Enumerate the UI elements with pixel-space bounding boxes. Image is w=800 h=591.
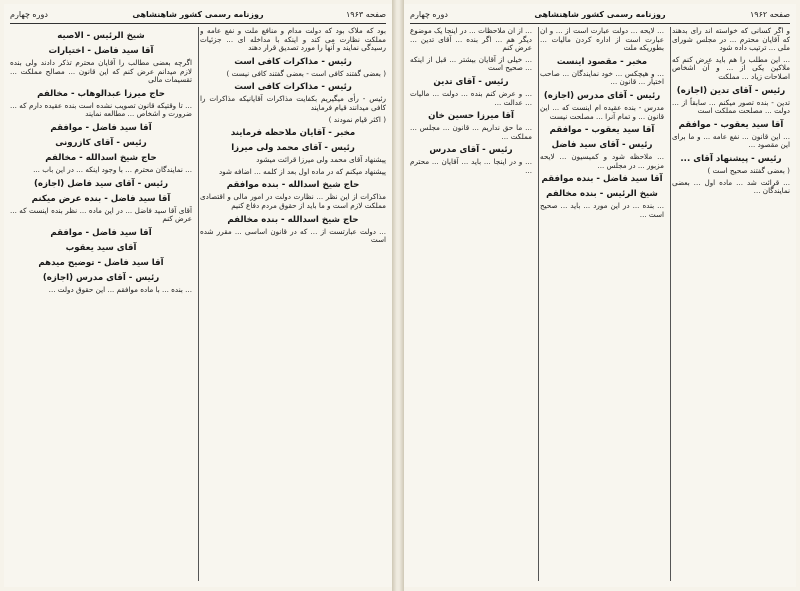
masthead-title: روزنامه رسمی کشور شاهنشاهی: [534, 10, 666, 19]
speaker-heading: آقای سید یعقوب: [65, 242, 137, 253]
article-paragraph: ... و در اینجا ... باید ... آقایان ... محترم ...: [410, 157, 532, 175]
speaker-heading: آقا میرزا حسین خان: [428, 111, 514, 122]
speaker-heading: رئیس - مذاکرات کافی است: [234, 82, 352, 93]
speaker-heading: آقا سید فاضل - موافقم: [50, 122, 152, 133]
right-page-column-2: [540, 27, 664, 583]
period-label: دوره چهارم: [410, 10, 448, 19]
right-page-column-3: [410, 27, 532, 583]
column-divider: [670, 27, 671, 581]
article-paragraph: ... ما حق نداریم ... قانون ... مجلس ... مملکت ...: [410, 123, 532, 141]
article-paragraph: ... این قانون ... نفع عامه ... و ما برای این مقصود ...: [672, 131, 790, 150]
period-label: دوره چهارم: [10, 10, 48, 19]
speaker-heading: حاج شیخ اسدالله - بنده موافقم: [226, 180, 360, 191]
speaker-heading: حاج شیخ اسدالله - بنده مخالفم: [227, 214, 359, 225]
article-paragraph: ( بعضی گفتند صحیح است ): [707, 165, 790, 175]
speaker-heading: آقا سید یعقوب - موافقم: [678, 119, 784, 130]
article-paragraph: ... این مطلب را هم باید عرض کنم که ملاکین یکی از ... و آن اشخاص اصلاحات زیاد ... مملکت: [672, 54, 790, 81]
article-paragraph: ... بنده ... در این مورد ... باید ... صحیح است ...: [540, 201, 664, 219]
page-number: صفحه ۱۹۶۳: [345, 10, 386, 19]
speaker-heading: آقا سید فاضل - بنده عرض میکنم: [31, 193, 171, 204]
speaker-heading: رئیس - مذاکرات کافی است: [234, 56, 352, 67]
article-paragraph: رئیس - رأی میگیریم بکفایت مذاکرات آقایانیکه مذاکرات را کافی میدانند قیام فرمایند: [200, 94, 386, 112]
speaker-heading: مخبر - آقایان ملاحظه فرمایند: [230, 128, 356, 139]
speaker-heading: حاج میرزا عبدالوهاب - مخالفم: [37, 88, 165, 99]
speaker-heading: رئیس - آقای تدین (اجازه): [676, 85, 786, 96]
article-paragraph: اگرچه بعضی مطالب را آقایان محترم تذکر دادند ولی بنده لازم میدانم عرض کنم که این قانون ... مصالح مملکت ... تقسیمات مالی: [10, 58, 192, 85]
left-page-column-1: [200, 27, 386, 583]
article-paragraph: ... قرائت شد ... ماده اول ... بعضی نمایندگان ...: [672, 177, 790, 196]
article-paragraph: پیشنهاد آقای محمد ولی میرزا قرائت میشود: [256, 155, 386, 165]
speaker-heading: آقا سید فاضل - موافقم: [50, 227, 152, 238]
speaker-heading: رئیس - آقای تدین: [433, 76, 509, 87]
speaker-heading: رئیس - آقای محمد ولی میرزا: [231, 143, 355, 154]
article-paragraph: ... بنده ... با ماده موافقم ... این حقوق دولت ...: [48, 284, 192, 294]
left-page: [4, 4, 392, 587]
speaker-heading: مخبر - مقصود اینست: [556, 56, 648, 67]
article-paragraph: ... دولت عبارتست از ... که در قانون اساسی ... مقرر شده است: [200, 226, 386, 245]
article-paragraph: ... تا وقتیکه قانون تصویب نشده است بنده عقیده دارم که ... ضرورت و اشخاص ... مطالعه نمایند: [10, 100, 192, 119]
speaker-heading: آقا سید فاضل - توضیح میدهم: [38, 257, 164, 268]
speaker-heading: شیخ الرئیس - الاصیه: [57, 31, 145, 41]
right-page-header: [410, 8, 790, 22]
masthead-title: روزنامه رسمی کشور شاهنشاهی: [132, 10, 264, 19]
article-paragraph: ... خیلی از آقایان بیشتر ... قبل از اینکه ... صحیح است: [410, 54, 532, 73]
speaker-heading: شیخ الرئیس - بنده مخالفم: [546, 189, 658, 200]
right-page: [404, 4, 796, 587]
speaker-heading: رئیس - آقای مدرس (اجازه): [543, 90, 661, 101]
article-paragraph: ... و هیچکس ... خود نمایندگان ... صاحب اختیار ... قانون ...: [540, 68, 664, 87]
header-rule: [10, 23, 386, 24]
article-paragraph: تدین - بنده تصور میکنم ... سابقاً از ... دولت ... مصلحت مملکت است: [672, 97, 790, 116]
column-divider: [538, 27, 539, 581]
article-paragraph: ... لایحه ... دولت عبارت است از ... و آن عبارت است از اداره کردن مالیات ... بطوریکه ملت: [540, 27, 664, 53]
article-paragraph: ... ملاحظه شود و کمیسیون ... لایحه مزبور ... در مجلس ...: [540, 152, 664, 170]
header-rule: [410, 23, 790, 24]
article-paragraph: آقای آقا سید فاضل ... در این ماده ... نظر بنده اینست که ... عرض کنم: [10, 205, 192, 224]
speaker-heading: رئیس - پیشنهاد آقای ...: [680, 153, 782, 164]
speaker-heading: رئیس - آقای کازرونی: [55, 137, 147, 148]
left-page-header: [10, 8, 386, 22]
speaker-heading: رئیس - آقای مدرس: [429, 145, 513, 156]
article-paragraph: ... از آن ملاحظات ... در اینجا یک موضوع دیگر هم ... اگر بنده ... آقای تدین ... عرض کنم: [410, 27, 532, 53]
speaker-heading: آقا سید فاضل - بنده موافقم: [541, 174, 663, 185]
speaker-heading: رئیس - آقای سید فاضل: [551, 140, 653, 151]
article-paragraph: ( اکثر قیام نمودند ): [328, 114, 386, 124]
speaker-heading: رئیس - آقای سید فاضل (اجازه): [33, 178, 169, 189]
article-paragraph: مذاکرات از این نظر ... نظارت دولت در امور مالی و اقتصادی مملکت لازم است و ما باید از حقوق مردم دفاع کنیم: [200, 192, 386, 210]
speaker-heading: آقا سید فاضل - اختیارات: [48, 46, 154, 56]
article-paragraph: ... نمایندگان محترم ... با وجود اینکه ... در این باب ...: [33, 164, 192, 174]
speaker-heading: آقا سید یعقوب - موافقم: [549, 125, 655, 136]
column-divider: [198, 27, 199, 581]
article-paragraph: پیشنهاد میکنم که در ماده اول بعد از کلمه ... اضافه شود: [218, 166, 386, 176]
speaker-heading: حاج شیخ اسدالله - مخالفم: [45, 152, 157, 163]
left-page-column-2: [10, 27, 192, 583]
article-paragraph: و اگر کسانی که خواسته اند رأی بدهند که آقایان محترم ... در مجلس شورای ملی ... ترتیب داده شود: [672, 27, 790, 53]
right-page-column-1: [672, 27, 790, 583]
article-paragraph: بود که ملاک بود که دولت مدام و منافع ملت و نفع عامه و مملکت نظارت می کند و اینکه با مداخله ای ... جزئیات رسیدگی نمایند و آنها را مورد تصدیق قرار دهند: [200, 27, 386, 53]
book-gutter: [392, 0, 404, 591]
article-paragraph: مدرس - بنده عقیده ام اینست که ... این قانون ... و تمام آنرا ... مصلحت نیست: [540, 102, 664, 121]
article-paragraph: ... و عرض کنم بنده ... دولت ... مالیات ... عدالت ...: [410, 88, 532, 107]
speaker-heading: رئیس - آقای مدرس (اجازه): [42, 272, 160, 283]
page-number: صفحه ۱۹۶۲: [749, 10, 790, 19]
article-paragraph: ( بعضی گفتند کافی است - بعضی گفتند کافی نیست ): [226, 68, 386, 78]
